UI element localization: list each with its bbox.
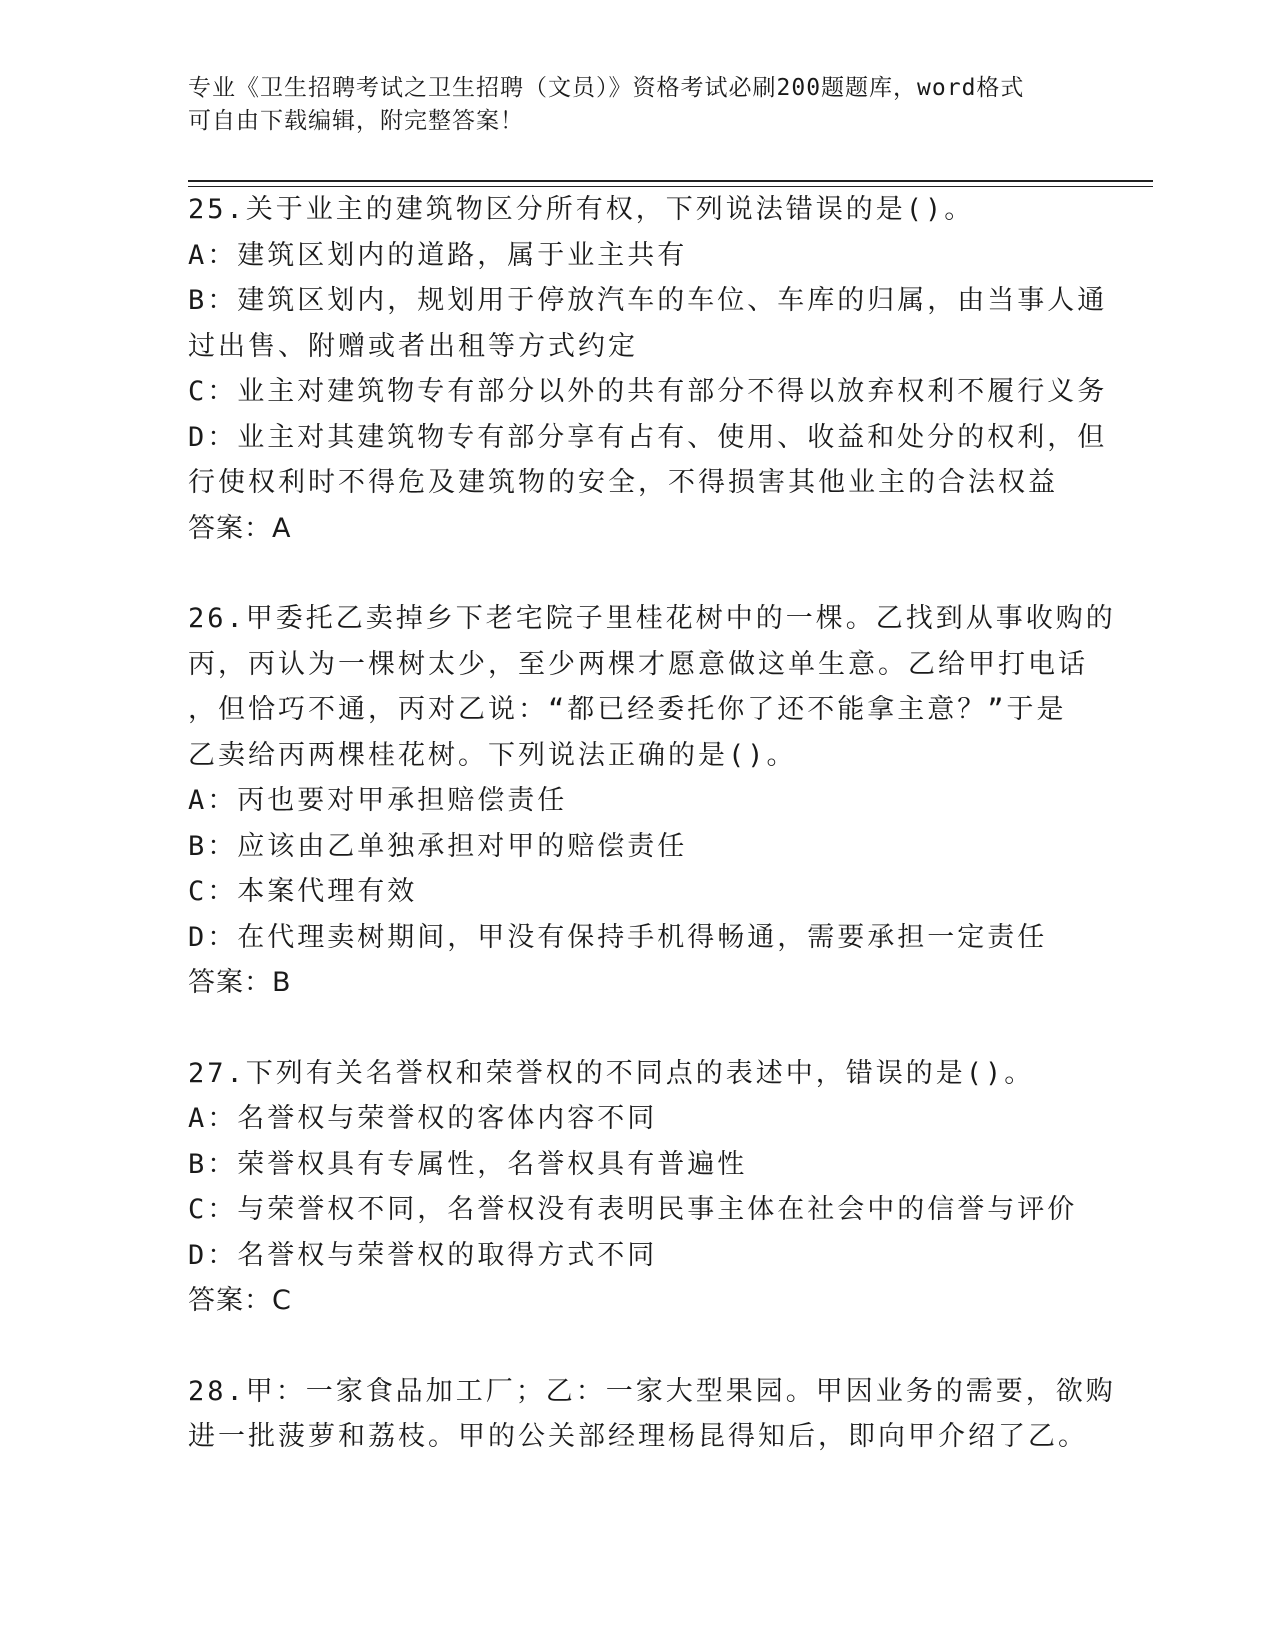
document-header — [188, 72, 1068, 138]
answer: 答案：C — [188, 1285, 292, 1316]
header-line-2: 可自由下载编辑，附完整答案！ — [188, 108, 524, 134]
option-d: D：业主对其建筑物专有部分享有占有、使用、收益和处分的权利，但 — [188, 421, 1108, 453]
question-27 — [188, 1051, 1088, 1324]
option-c: C：与荣誉权不同，名誉权没有表明民事主体在社会中的信誉与评价 — [188, 1194, 1078, 1225]
question-stem: 27.下列有关名誉权和荣誉权的不同点的表述中，错误的是()。 — [188, 1057, 1035, 1089]
question-stem: 丙，丙认为一棵树太少，至少两棵才愿意做这单生意。乙给甲打电话 — [188, 648, 1088, 680]
option-b: B：应该由乙单独承担对甲的赔偿责任 — [188, 830, 688, 862]
answer: 答案：A — [188, 512, 292, 544]
option-d: D：在代理卖树期间，甲没有保持手机得畅通，需要承担一定责任 — [188, 921, 1048, 953]
question-stem: 进一批菠萝和荔枝。甲的公关部经理杨昆得知后，即向甲介绍了乙。 — [188, 1421, 1088, 1452]
option-d: D：名誉权与荣誉权的取得方式不同 — [188, 1239, 658, 1271]
question-stem: 25.关于业主的建筑物区分所有权，下列说法错误的是()。 — [188, 194, 975, 225]
option-b-cont: 过出售、附赠或者出租等方式约定 — [188, 330, 638, 362]
question-stem: 26.甲委托乙卖掉乡下老宅院子里桂花树中的一棵。乙找到从事收购的 — [188, 603, 1116, 634]
question-stem: 28.甲：一家食品加工厂；乙：一家大型果园。甲因业务的需要，欲购 — [188, 1375, 1116, 1407]
option-c: C：业主对建筑物专有部分以外的共有部分不得以放弃权利不履行义务 — [188, 376, 1108, 407]
option-b: B：荣誉权具有专属性，名誉权具有普遍性 — [188, 1148, 748, 1180]
question-stem: ，但恰巧不通，丙对乙说：“都已经委托你了还不能拿主意？”于是 — [188, 694, 1067, 725]
option-c: C：本案代理有效 — [188, 876, 418, 907]
header-line-1: 专业《卫生招聘考试之卫生招聘（文员）》资格考试必刷200题题库，word格式 — [188, 75, 1025, 101]
option-a: A：建筑区划内的道路，属于业主共有 — [188, 239, 688, 271]
option-a: A：丙也要对甲承担赔偿责任 — [188, 785, 568, 816]
option-b: B：建筑区划内，规划用于停放汽车的车位、车库的归属，由当事人通 — [188, 285, 1108, 316]
question-26 — [188, 596, 1116, 1006]
question-25 — [188, 187, 1108, 551]
question-list — [188, 187, 1116, 1460]
question-stem: 乙卖给丙两棵桂花树。下列说法正确的是()。 — [188, 739, 797, 771]
answer: 答案：B — [188, 967, 292, 998]
option-a: A：名誉权与荣誉权的客体内容不同 — [188, 1103, 658, 1134]
header-divider-thick — [188, 180, 1153, 182]
question-28 — [188, 1369, 1116, 1460]
option-d-cont: 行使权利时不得危及建筑物的安全，不得损害其他业主的合法权益 — [188, 467, 1058, 498]
